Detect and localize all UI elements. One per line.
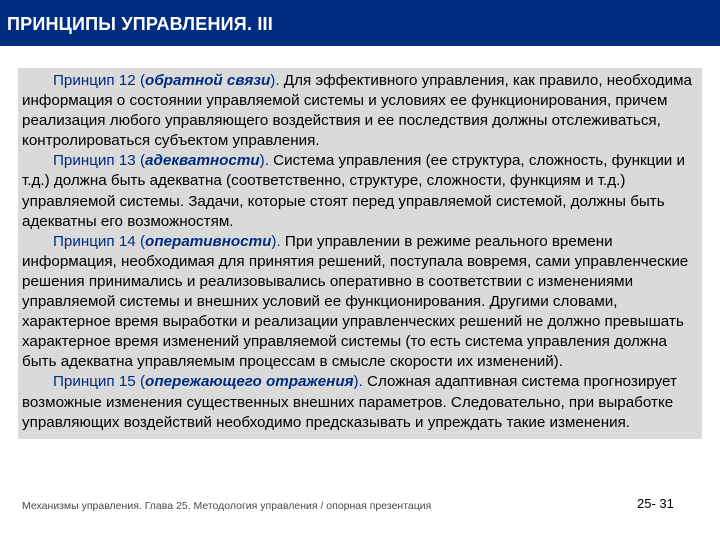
principle-12-name: обратной связи [145,72,271,89]
footer-caption: Механизмы управления. Глава 25. Методология управления / опорная презентация [22,500,432,512]
principle-14-name: оперативности [145,232,272,250]
principle-12-label: Принцип 12 [53,72,136,89]
principle-15-paragraph: Принцип 15 (опережающего отражения). Сложная адаптивная система прогнозирует возможные изменения существенных внешних параметров. Следовательно, при выработке управляющих воздействий необходимо предсказывать и упреждать такие изменения. [22,373,677,431]
slide-title: ПРИНЦИПЫ УПРАВЛЕНИЯ. III [7,14,273,34]
content-panel [18,68,702,439]
title-bar [0,0,720,46]
principle-14-label: Принцип 14 [53,232,136,250]
principle-12-paragraph: Принцип 12 (обратной связи). Для эффективного управления, как правило, необходима информация о состоянии управляемой системы и условиях ее функционирования, причем реализация любого управляющего воздействия и ее последствия должны отслеживаться, контролироваться субъектом управления. [22,72,692,150]
principle-13-paragraph: Принцип 13 (адекватности). Система управления (ее структура, сложность, функции и т.д.) должна быть адекватна (соответственно, структуре, сложности, функциям и т.д.) управляемой системы. Задачи, которые стоят перед управляемой системой, должны быть адекватны его возможностям. [22,152,685,230]
page-number: 25- 31 [637,496,674,511]
principle-15-text: Сложная адаптивная система прогнозирует возможные изменения существенных внешних параметров. Следовательно, при выработке управляющих воздействий необходимо предсказывать и упреждать такие изменения. [22,373,677,431]
principle-12-text: Для эффективного управления, как правило, необходима информация о состоянии управляемой системы и условиях ее функционирования, причем реализация любого управляющего воздействия и ее последствия должны отслеживаться, контролироваться субъектом управления. [22,72,692,150]
principle-15-name: опережающего отражения [145,373,354,391]
principle-13-text: Система управления (ее структура, сложность, функции и т.д.) должна быть адекватна (соответственно, структуре, сложности, функциям и т.д.) управляемой системы. Задачи, которые стоят перед управляемой системой, должны быть адекватны его возможностям. [22,152,685,230]
principle-14-text: При управлении в режиме реального времени информация, необходимая для принятия решений, поступала вовремя, сами управленческие решения принимались и реализовывались оперативно в соответствии с изменениями управляемой системы и внешних условий ее функционирования. Другими словами, характерное время выработки и реализации управленческих решений не должно превышать характерное время изменений управляемой системы (то есть система управления должна быть адекватна управляемым процессам в смысле скорости их изменений). [22,232,689,371]
principle-15-label: Принцип 15 [53,373,136,391]
principle-13-name: адекватности [145,152,260,170]
principle-13-label: Принцип 13 [53,152,136,170]
principle-14-paragraph: Принцип 14 (оперативности). При управлении в режиме реального времени информация, необходимая для принятия решений, поступала вовремя, сами управленческие решения принимались и реализовывались оперативно в соответствии с изменениями управляемой системы и внешних условий ее функционирования. Другими словами, характерное время выработки и реализации управленческих решений не должно превышать характерное время изменений управляемой системы (то есть система управления должна быть адекватна управляемым процессам в смысле скорости их изменений). [22,232,689,371]
